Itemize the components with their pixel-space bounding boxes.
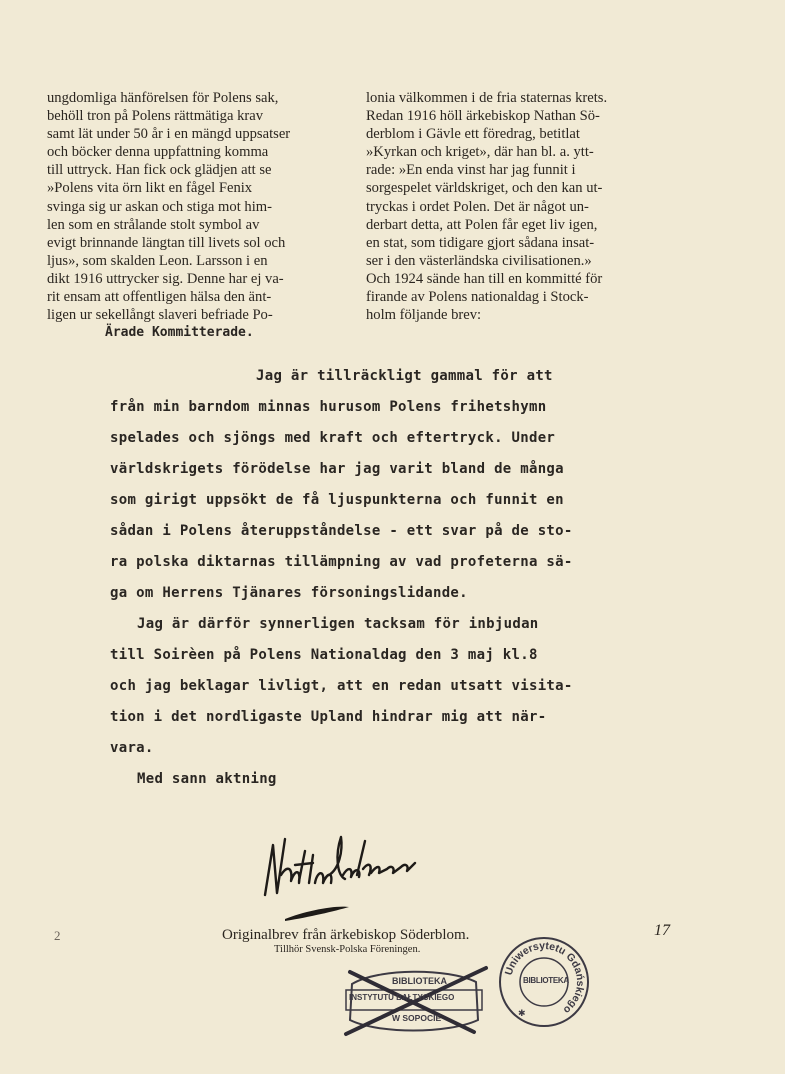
text-line: Och 1924 sände han till en kommitté för [366,270,603,287]
text-line: till uttryck. Han fick ock glädjen att se [47,162,272,179]
text-line: och böcker denna uppfattning komma [47,144,269,161]
stamp-text: BIBLIOTEKA [523,976,569,985]
text-line: ungdomliga hänförelsen för Polens sak, [47,90,279,106]
caption-sub: Tillhör Svensk-Polska Föreningen. [274,944,421,955]
text-line: dikt 1916 uttrycker sig. Denne har ej va- [47,270,284,287]
text-line: derblom i Gävle ett föredrag, betitlat [366,126,580,143]
stamp-text: W SOPOCIE [392,1013,442,1023]
letter-line: tion i det nordligaste Upland hindrar mig att när- [110,709,547,725]
letter-line: ra polska diktarnas tillämpning av vad profeterna sä- [110,554,573,570]
letter-line: från min barndom minnas hurusom Polens frihetshymn [110,399,547,415]
caption-main: Originalbrev från ärkebiskop Söderblom. [222,927,470,943]
text-line: rit ensam att offentligen hälsa den änt- [47,289,272,306]
letter-line: vara. [110,740,154,756]
letter-salutation: Ärade Kommitterade. [105,325,254,340]
text-line: holm följande brev: [366,307,482,324]
article-left-column [47,89,351,324]
text-line: tryckas i ordet Polen. Det är något un- [366,198,589,215]
letter-line: ga om Herrens Tjänares försoningslidande. [110,585,468,601]
letter-closing: Med sann aktning [137,771,277,787]
letter-line: som girigt uppsökt de få ljuspunkterna och funnit en [110,492,564,508]
text-line: evigt brinnande längtan till livets sol och [47,234,286,251]
text-line: en stat, som tidigare gjort sådana insat- [366,234,595,251]
stamp-text: INSTYTUTU BAŁTYCKIEGO [349,993,455,1002]
text-line: firande av Polens nationaldag i Stock- [366,289,589,306]
svg-text:✱: ✱ [518,1008,526,1018]
letter-line: sådan i Polens återuppståndelse - ett svar på de sto- [110,523,573,539]
university-stamp [498,936,590,1028]
article-right-column [366,89,668,324]
text-line: »Polens vita örn likt en fågel Fenix [47,180,253,197]
text-line: svinga sig ur askan och stiga mot him- [47,198,272,215]
text-line: len som en strålande stolt symbol av [47,216,260,233]
text-line: ser i den västerländska civilisationen.» [366,252,592,269]
page-number-right: 17 [654,922,670,939]
text-line: samt lät under 50 år i en mängd uppsatser [47,126,291,143]
letter-body [110,361,573,795]
letter-line: spelades och sjöngs med kraft och eftertryck. Under [110,430,556,446]
letter-line: Jag är tillräckligt gammal för att [256,368,553,384]
text-line: sorgespelet världskriget, och den kan ut- [366,180,603,197]
letter-line: och jag beklagar livligt, att en redan utsatt visita- [110,678,573,694]
institute-stamp [338,962,490,1038]
text-line: rade: »En enda vinst har jag funnit i [366,162,576,179]
letter-line: Jag är därför synnerligen tacksam för inbjudan [137,616,539,632]
text-line: behöll tron på Polens rättmätiga krav [47,108,264,125]
stamp-text: BIBLIOTEKA [392,976,447,986]
text-line: Redan 1916 höll ärkebiskop Nathan Sö- [366,108,600,125]
text-line: »Kyrkan och kriget», där han bl. a. ytt- [366,144,594,161]
text-line: derbart detta, att Polen får eget liv igen, [366,216,598,233]
text-line: ligen ur sekellångt slaveri befriade Po- [47,307,273,324]
text-line: ljus», som skalden Leon. Larsson i en [47,252,268,269]
letter-line: världskrigets förödelse har jag varit bland de många [110,461,564,477]
letter-line: till Soirèen på Polens Nationaldag den 3 maj kl.8 [110,647,538,663]
stamp-ring-text-path: Uniwersytetu Gdańskiego [502,939,587,1017]
signature-image [255,825,430,925]
page-number-left: 2 [54,928,61,943]
text-line: lonia välkommen i de fria staternas krets. [366,90,608,106]
